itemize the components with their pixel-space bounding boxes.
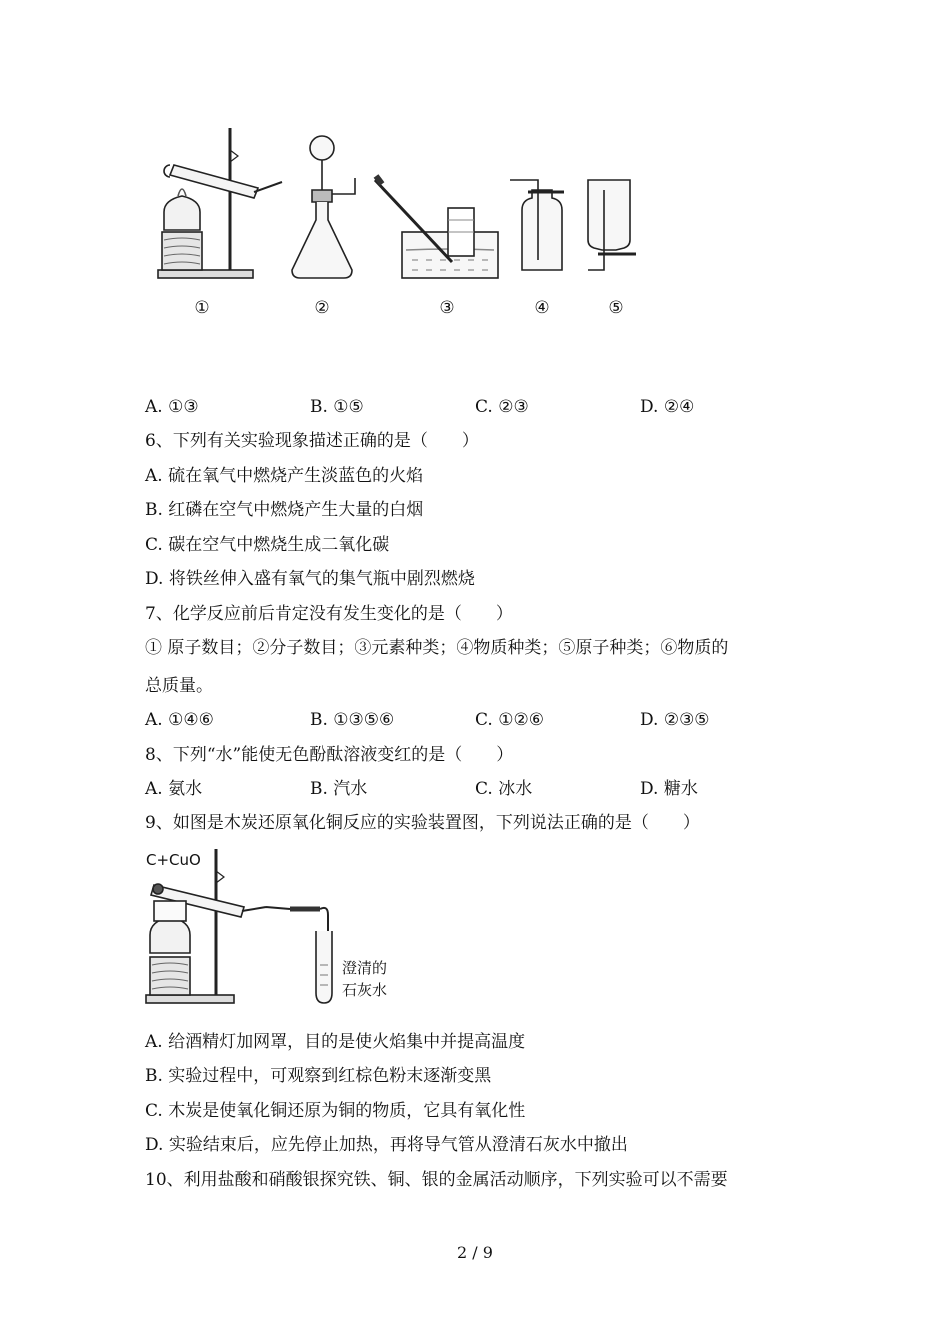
q6-option-b: B. 红磷在空气中燃烧产生大量的白烟: [145, 500, 424, 520]
q5-option-d: D. ②④: [640, 397, 695, 417]
limewater-label-line1: 澄清的: [342, 959, 388, 977]
carbon-reduction-figure: [140, 845, 420, 1013]
apparatus-label-2: ②: [314, 298, 330, 318]
q8-option-d: D. 糖水: [640, 779, 698, 799]
q9-option-a: A. 给酒精灯加网罩，目的是使火焰集中并提高温度: [145, 1032, 526, 1052]
q7-option-a: A. ①④⑥: [145, 710, 214, 730]
q7-option-d: D. ②③⑤: [640, 710, 710, 730]
q5-option-c: C. ②③: [475, 397, 529, 417]
q7-statement-line2: 总质量。: [145, 676, 213, 696]
q8-option-a: A. 氨水: [145, 779, 203, 799]
apparatus-3-trough: [375, 176, 498, 278]
apparatus-4-bottle: [510, 180, 564, 270]
q8-stem: 8、下列“水”能使无色酚酞溶液变红的是（ ）: [145, 745, 514, 765]
q7-stem: 7、化学反应前后肯定没有发生变化的是（ ）: [145, 604, 513, 624]
q9-option-d: D. 实验结束后，应先停止加热，再将导气管从澄清石灰水中撤出: [145, 1135, 628, 1155]
apparatus-2-flask: [292, 136, 355, 278]
q5-option-b: B. ①⑤: [310, 397, 364, 417]
q9-option-c: C. 木炭是使氧化铜还原为铜的物质，它具有氧化性: [145, 1101, 526, 1121]
q8-option-b: B. 汽水: [310, 779, 368, 799]
q10-stem: 10、利用盐酸和硝酸银探究铁、铜、银的金属活动顺序，下列实验可以不需要: [145, 1170, 728, 1190]
apparatus-figure: [150, 120, 670, 325]
apparatus-1-heating: [158, 128, 282, 278]
limewater-label-line2: 石灰水: [342, 981, 388, 999]
q7-option-b: B. ①③⑤⑥: [310, 710, 395, 730]
page-number: 2 / 9: [457, 1243, 493, 1262]
q6-option-c: C. 碳在空气中燃烧生成二氧化碳: [145, 535, 390, 555]
q7-statement-line1: ① 原子数目；②分子数目；③元素种类；④物质种类；⑤原子种类；⑥物质的: [145, 638, 729, 658]
apparatus-label-4: ④: [534, 298, 550, 318]
q6-option-a: A. 硫在氧气中燃烧产生淡蓝色的火焰: [145, 466, 424, 486]
q5-option-a: A. ①③: [145, 397, 199, 417]
apparatus-5-inverted-bottle: [588, 180, 636, 270]
apparatus-label-3: ③: [439, 298, 455, 318]
q9-stem: 9、如图是木炭还原氧化铜反应的实验装置图，下列说法正确的是（ ）: [145, 813, 700, 833]
q6-option-d: D. 将铁丝伸入盛有氧气的集气瓶中剧烈燃烧: [145, 569, 475, 589]
reagent-label: C+CuO: [146, 851, 201, 869]
q8-option-c: C. 冰水: [475, 779, 533, 799]
apparatus-label-1: ①: [194, 298, 210, 318]
apparatus-label-5: ⑤: [608, 298, 624, 318]
q7-option-c: C. ①②⑥: [475, 710, 544, 730]
q9-option-b: B. 实验过程中，可观察到红棕色粉末逐渐变黑: [145, 1066, 492, 1086]
q6-stem: 6、下列有关实验现象描述正确的是（ ）: [145, 431, 479, 451]
